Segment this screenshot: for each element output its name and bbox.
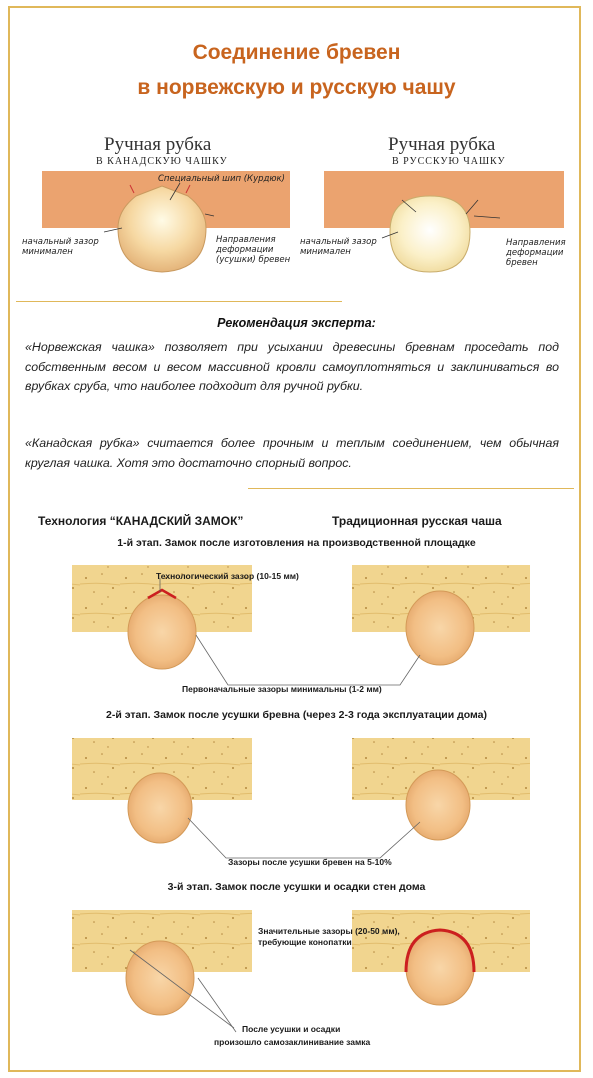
stage3-gap-note-line2: требующие конопатки — [258, 937, 352, 947]
divider-top — [16, 301, 342, 302]
stage2-russian — [352, 738, 530, 840]
divider-bottom — [248, 488, 574, 489]
left-panel-title: Ручная рубка — [104, 134, 212, 155]
lower-log-end-right — [390, 196, 470, 272]
stage2-bottom-note: Зазоры после усушки бревен на 5-10% — [228, 857, 392, 867]
stage2-title: 2-й этап. Замок после усушки бревна (через 2-3 года эксплуатации дома) — [105, 709, 488, 721]
stage2-pointer — [188, 818, 420, 858]
stage3-title: 3-й этап. Замок после усушки и осадки стен дома — [167, 881, 426, 893]
stage3-russian — [352, 910, 530, 1005]
col-right-heading: Традиционная русская чаша — [332, 514, 502, 528]
expert-paragraph-1: «Норвежская чашка» позволяет при усыхании древесины бревнам проседать под собственным весом и весом массивной кровли самоуплотняться и заклиниваться во врубках сруба, что наиболее подходит для ручной рубки. — [25, 340, 559, 393]
stage3-bottom-note-line1: После усушки и осадки — [242, 1024, 341, 1034]
right-label-deform: Направления деформации бревен — [506, 238, 566, 268]
stage1-bottom-note: Первоначальные зазоры минимальны (1-2 мм) — [182, 684, 382, 694]
stage2-canadian — [72, 738, 252, 843]
left-label-deform: Направления деформации (усушки) бревен — [216, 235, 291, 265]
col-left-heading: Технология “КАНАДСКИЙ ЗАМОК” — [38, 514, 244, 528]
stage3-canadian — [72, 910, 252, 1015]
page-title-line1: Соединение бревен — [192, 41, 401, 64]
left-panel-subtitle: В КАНАДСКУЮ ЧАШКУ — [96, 156, 228, 167]
stage1-gap-note: Технологический зазор (10-15 мм) — [156, 571, 299, 581]
left-label-spike: Специальный шип (Курдюк) — [158, 174, 285, 184]
page-title-line2: в норвежскую и русскую чашу — [137, 76, 456, 99]
expert-paragraph-2: «Канадская рубка» считается более прочным и теплым соединением, чем обычная круглая чашка. Хотя это достаточно спорный вопрос. — [25, 436, 559, 470]
right-panel-subtitle: В РУССКУЮ ЧАШКУ — [392, 156, 506, 167]
stage1-pointer — [196, 635, 420, 685]
stage1-title: 1-й этап. Замок после изготовления на производственной площадке — [117, 537, 476, 549]
stage3-bottom-note-line2: произошло самозаклинивание замка — [214, 1037, 371, 1047]
expert-heading: Рекомендация эксперта: — [217, 316, 376, 330]
stage1-russian — [352, 565, 530, 665]
right-label-gap: начальный зазор минимален — [300, 237, 377, 257]
right-panel-title: Ручная рубка — [388, 134, 496, 155]
stage3-gap-note-line1: Значительные зазоры (20-50 мм), — [258, 926, 400, 936]
left-label-gap: начальный зазор минимален — [22, 237, 99, 257]
